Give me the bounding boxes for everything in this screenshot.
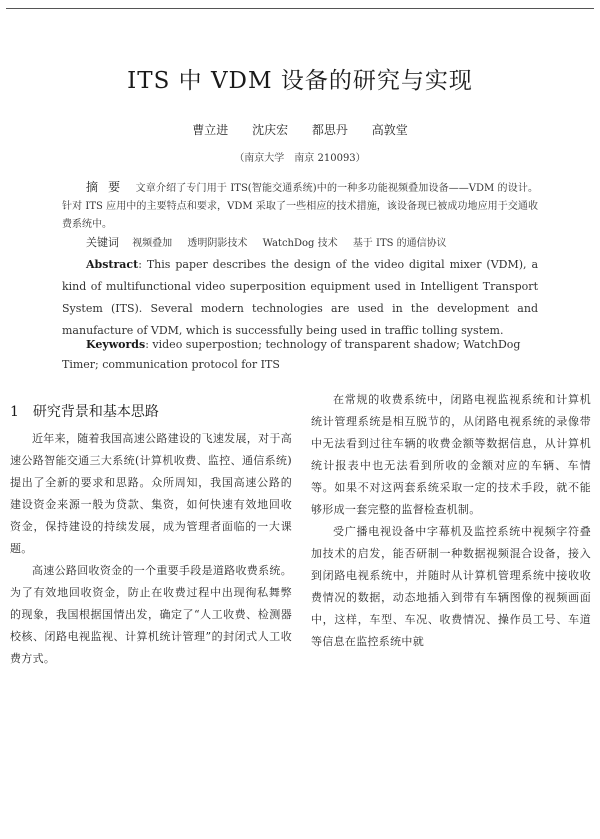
abstract-cn	[62, 178, 538, 234]
section-title: 研究背景和基本思路	[32, 404, 159, 420]
keywords-en-label: Keywords	[86, 338, 146, 351]
keywords-cn-label: 关键词	[86, 236, 119, 249]
paragraph: 在常规的收费系统中，闭路电视监视系统和计算机统计管理系统是相互脱节的，从闭路电视系统的录像带中无法看到过往车辆的收费金额等数据信息，从计算机统计报表中也无法看到所收的金额对应的车辆、车情等。如果不对这两套系统采取一定的技术手段，就不能够形成一套完整的监督检查机制。	[311, 393, 591, 516]
paper-title: ITS 中 VDM 设备的研究与实现	[127, 68, 473, 94]
keyword: 基于 ITS 的通信协议	[352, 238, 447, 249]
abstract-en: Abstract: This paper describes the design of the video digital mixer (VDM), a kind of multifunctional video superposition equipment used in Intelligent Transport System (ITS). Several modern technologies are used in the development and manufacture of VDM, which is successfully being used in traffic tolling system.	[62, 258, 538, 337]
keywords-en-text: video superpostion; technology of transparent shadow; WatchDog Timer; communication protocol for ITS	[62, 338, 521, 371]
paragraph: 受广播电视设备中字幕机及监控系统中视频字符叠加技术的启发，能否研制一种数据视频混合设备，接入到闭路电视系统中，并随时从计算机管理系统中接收收费情况的数据，动态地插入到带有车辆图像的视频画面中，这样，车型、车况、收费情况、操作员工号、车道等信息在监控系统中就	[311, 525, 591, 648]
keyword: 透明阴影技术	[187, 238, 248, 249]
right-column	[311, 389, 591, 653]
keyword: 视频叠加	[132, 238, 173, 249]
section-number: 1	[10, 404, 19, 420]
keyword: WatchDog 技术	[262, 238, 338, 249]
author-list	[0, 121, 600, 138]
abstract-en-label: Abstract	[86, 258, 139, 271]
author: 都思丹	[311, 123, 348, 137]
abstract-en-text: This paper describes the design of the video digital mixer (VDM), a kind of multifunctional video superposition equipment used in Intelligent Transport System (ITS). Several modern technologies are used in the development and manufacture of VDM, which is successfully being used in traffic tolling system.	[62, 258, 538, 337]
paragraph: 高速公路回收资金的一个重要手段是道路收费系统。为了有效地回收资金，防止在收费过程中出现徇私舞弊的现象，我国根据国情出发，确定了“人工收费、检测器校核、闭路电视监视、计算机统计管理”的封闭式人工收费方式。	[10, 564, 292, 665]
abstract-cn-text: 文章介绍了专门用于 ITS(智能交通系统)中的一种多功能视频叠加设备——VDM 的设计。针对 ITS 应用中的主要特点和要求，VDM 采取了一些相应的技术措施，该设备现已被成功地应用于交通收费系统中。	[62, 183, 539, 230]
affiliation: （南京大学 南京 210093）	[234, 153, 366, 164]
keywords-en: Keywords: video superpostion; technology of transparent shadow; WatchDog Timer; communication protocol for ITS	[62, 338, 521, 371]
left-column	[10, 428, 292, 670]
keywords-cn	[86, 234, 459, 250]
author: 曹立进	[192, 123, 229, 137]
section-heading	[10, 401, 159, 421]
paragraph: 近年来，随着我国高速公路建设的飞速发展，对于高速公路智能交通三大系统(计算机收费、监控、通信系统)提出了全新的要求和思路。众所周知，我国高速公路的建设资金来源一般为贷款、集资，如何快速有效地回收资金，保持建设的持续发展，成为管理者面临的一大课题。	[10, 432, 292, 555]
abstract-cn-label: 摘要	[86, 180, 131, 194]
author: 高敦堂	[371, 123, 408, 137]
author: 沈庆宏	[252, 123, 289, 137]
header-rule	[6, 8, 594, 9]
